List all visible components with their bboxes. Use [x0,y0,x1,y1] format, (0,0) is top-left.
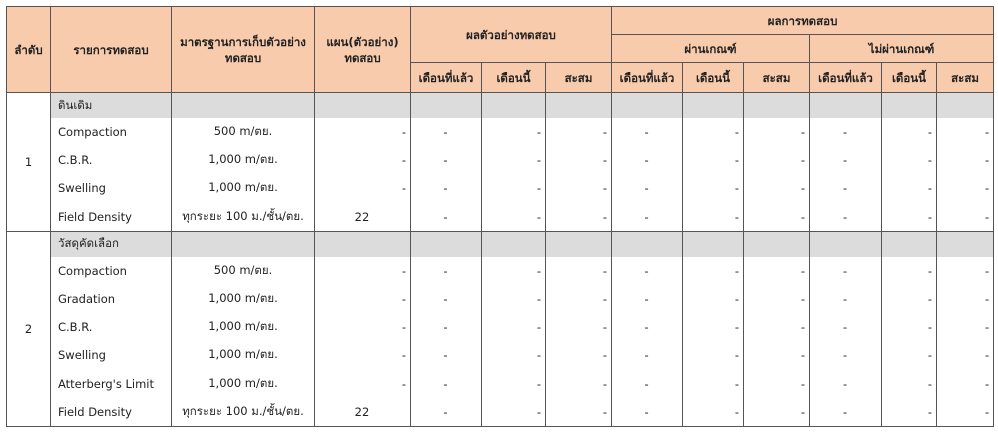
planned-samples: - [315,257,411,285]
header-failed-this-month: เดือนนี้ [882,63,937,93]
test-item-name: Compaction [51,118,172,146]
table-row [7,146,994,174]
header-seq: ลำดับ [7,7,51,93]
sampling-standard: ทุกระยะ 100 ม./ชั้น/ตย. [172,203,315,232]
result-value: - [546,146,612,174]
result-value: - [482,257,546,285]
result-value: - [411,146,482,174]
test-item-name: Field Density [51,398,172,427]
table-row [7,285,994,313]
sampling-standard: 1,000 m/ตย. [172,370,315,398]
test-item-name: C.B.R. [51,313,172,341]
result-value: - [937,146,994,174]
result-value: - [546,313,612,341]
section-cell [315,231,411,257]
header-failed-cumulative: สะสม [937,63,994,93]
result-value: - [683,285,744,313]
group-number: 2 [7,231,51,426]
result-value: - [882,341,937,369]
header-passed-this-month: เดือนนี้ [683,63,744,93]
section-cell [482,93,546,119]
result-value: - [683,118,744,146]
result-value: - [546,174,612,202]
result-value: - [482,313,546,341]
table-row [7,257,994,285]
section-cell [937,93,994,119]
result-value: - [482,285,546,313]
section-cell [612,93,683,119]
test-item-name: Field Density [51,203,172,232]
result-value: - [744,257,810,285]
result-value: - [882,398,937,427]
section-cell [411,231,482,257]
section-cell [612,231,683,257]
result-value: - [744,118,810,146]
header-sample-result: ผลตัวอย่างทดสอบ [411,7,612,63]
result-value: - [882,285,937,313]
result-value: - [810,257,882,285]
result-value: - [546,285,612,313]
group-name: ดินเดิม [51,93,172,119]
section-cell [546,231,612,257]
result-value: - [612,257,683,285]
result-value: - [744,285,810,313]
result-value: - [810,174,882,202]
header-item: รายการทดสอบ [51,7,172,93]
result-value: - [810,398,882,427]
result-value: - [482,203,546,232]
result-value: - [411,118,482,146]
sampling-standard: 1,000 m/ตย. [172,146,315,174]
result-value: - [482,370,546,398]
planned-samples: - [315,174,411,202]
result-value: - [810,146,882,174]
result-value: - [482,341,546,369]
result-value: - [411,257,482,285]
result-value: - [744,174,810,202]
result-value: - [937,174,994,202]
test-results-table [6,6,994,427]
result-value: - [411,174,482,202]
header-sample-this-month: เดือนนี้ [482,63,546,93]
table-header [7,7,994,93]
result-value: - [882,257,937,285]
result-value: - [744,203,810,232]
result-value: - [482,174,546,202]
section-cell [937,231,994,257]
table-row [7,174,994,202]
header-failed-last-month: เดือนที่แล้ว [810,63,882,93]
planned-samples: 22 [315,203,411,232]
group-name: วัสดุคัดเลือก [51,231,172,257]
result-value: - [882,370,937,398]
sampling-standard: 1,000 m/ตย. [172,174,315,202]
result-value: - [482,146,546,174]
result-value: - [612,203,683,232]
result-value: - [810,203,882,232]
result-value: - [810,370,882,398]
result-value: - [683,174,744,202]
result-value: - [546,341,612,369]
result-value: - [482,118,546,146]
group-number: 1 [7,93,51,232]
section-cell [546,93,612,119]
result-value: - [411,313,482,341]
section-cell [744,231,810,257]
result-value: - [937,203,994,232]
result-value: - [612,146,683,174]
planned-samples: - [315,370,411,398]
result-value: - [612,341,683,369]
header-standard: มาตรฐานการเก็บตัวอย่างทดสอบ [172,7,315,93]
planned-samples: 22 [315,398,411,427]
section-cell [882,93,937,119]
result-value: - [683,257,744,285]
test-item-name: Swelling [51,341,172,369]
result-value: - [744,398,810,427]
result-value: - [411,398,482,427]
result-value: - [744,313,810,341]
table-body [7,93,994,427]
result-value: - [882,313,937,341]
section-cell [882,231,937,257]
planned-samples: - [315,285,411,313]
result-value: - [882,118,937,146]
sampling-standard: 1,000 m/ตย. [172,313,315,341]
sampling-standard: 1,000 m/ตย. [172,341,315,369]
result-value: - [546,257,612,285]
planned-samples: - [315,341,411,369]
table-row [7,118,994,146]
result-value: - [612,174,683,202]
section-cell [482,231,546,257]
section-cell [683,93,744,119]
result-value: - [612,370,683,398]
result-value: - [937,285,994,313]
header-plan: แผน(ตัวอย่าง) ทดสอบ [315,7,411,93]
result-value: - [744,146,810,174]
result-value: - [683,398,744,427]
result-value: - [882,146,937,174]
section-cell [172,93,315,119]
result-value: - [411,370,482,398]
result-value: - [411,285,482,313]
result-value: - [683,146,744,174]
table-row [7,203,994,232]
result-value: - [810,118,882,146]
section-row [7,93,994,119]
result-value: - [810,285,882,313]
table-row [7,398,994,427]
header-passed: ผ่านเกณฑ์ [612,35,810,63]
test-item-name: Compaction [51,257,172,285]
result-value: - [612,118,683,146]
result-value: - [546,398,612,427]
result-value: - [882,174,937,202]
result-value: - [612,398,683,427]
table-row [7,370,994,398]
result-value: - [546,118,612,146]
sampling-standard: ทุกระยะ 100 ม./ชั้น/ตย. [172,398,315,427]
header-passed-last-month: เดือนที่แล้ว [612,63,683,93]
result-value: - [937,398,994,427]
test-item-name: C.B.R. [51,146,172,174]
sampling-standard: 1,000 m/ตย. [172,285,315,313]
result-value: - [683,313,744,341]
result-value: - [882,203,937,232]
result-value: - [411,341,482,369]
table-row [7,313,994,341]
header-passed-cumulative: สะสม [744,63,810,93]
result-value: - [482,398,546,427]
table-row [7,341,994,369]
result-value: - [683,370,744,398]
result-value: - [683,341,744,369]
section-row [7,231,994,257]
header-test-result: ผลการทดสอบ [612,7,994,35]
result-value: - [411,203,482,232]
result-value: - [937,341,994,369]
section-cell [683,231,744,257]
result-value: - [810,341,882,369]
result-value: - [612,313,683,341]
section-cell [810,93,882,119]
planned-samples: - [315,146,411,174]
header-failed: ไม่ผ่านเกณฑ์ [810,35,994,63]
result-value: - [683,203,744,232]
result-value: - [937,257,994,285]
planned-samples: - [315,118,411,146]
sampling-standard: 500 m/ตย. [172,118,315,146]
section-cell [411,93,482,119]
result-value: - [546,203,612,232]
result-value: - [937,370,994,398]
test-item-name: Atterberg's Limit [51,370,172,398]
section-cell [744,93,810,119]
result-value: - [744,370,810,398]
section-cell [315,93,411,119]
result-value: - [810,313,882,341]
result-value: - [546,370,612,398]
test-item-name: Gradation [51,285,172,313]
result-value: - [937,118,994,146]
header-sample-last-month: เดือนที่แล้ว [411,63,482,93]
section-cell [172,231,315,257]
header-sample-cumulative: สะสม [546,63,612,93]
sampling-standard: 500 m/ตย. [172,257,315,285]
section-cell [810,231,882,257]
result-value: - [612,285,683,313]
test-item-name: Swelling [51,174,172,202]
result-value: - [937,313,994,341]
result-value: - [744,341,810,369]
planned-samples: - [315,313,411,341]
